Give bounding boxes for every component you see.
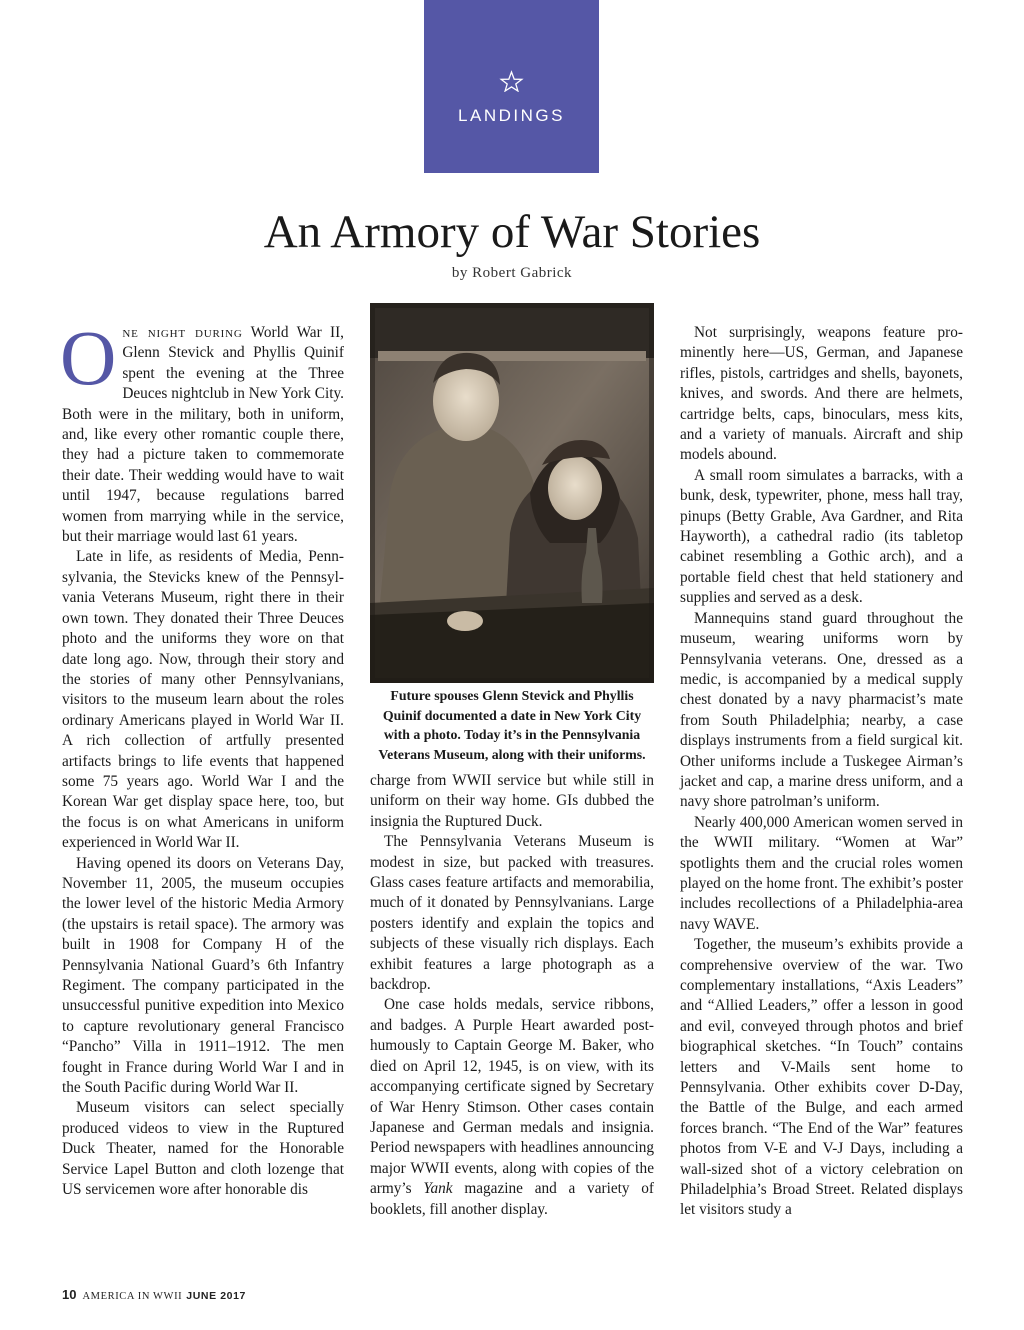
- page-number: 10: [62, 1287, 77, 1302]
- drop-cap: O: [60, 314, 117, 401]
- paragraph: charge from WWII service but while still in uniform on their way home. GIs dubbed the insignia the Ruptured Duck.: [370, 772, 654, 830]
- body-column-right: [680, 323, 963, 1221]
- page-footer: [62, 1287, 246, 1302]
- body-column-middle: [370, 771, 654, 1220]
- body-column-left: [60, 314, 344, 1200]
- photo-caption: Future spouses Glenn Stevick and Phyllis Quinif documented a date in New York City with a photo. Today it’s in the Pennsylvania Veterans Museum, along with their uniforms.: [378, 688, 646, 762]
- paragraph: Mannequins stand guard throughout the museum, wearing uniforms worn by Pennsylvania veterans. One, dressed as a medic, is accompanied by a medical supply chest donated by a navy pharmacist’s mate from South Philadelphia; nearby, a case displays instruments from a field surgical kit. Other uniforms include a Tuskegee Airman’s jacket and cap, a marine dress uniform, and a navy shore patrolman’s uniform.: [680, 609, 963, 811]
- issue-date: JUNE 2017: [186, 1290, 246, 1302]
- paragraph: A small room simulates a barracks, with a bunk, desk, typewriter, phone, mess hall tray, pinups (Betty Grable, Ava Gardner, and Rita Hayworth), a cathedral radio (its tabletop cabinet resembling a Gothic arch), and a portable field chest that held stationery and supplies and served as a desk.: [680, 466, 963, 607]
- section-label: LANDINGS: [458, 106, 565, 125]
- paragraph: Together, the museum’s exhibits provide a comprehensive overview of the war. Two complementary installations, “Axis Leaders” and “Allied Leaders,” offer a lesson in good and evil, conveyed through photos and brief biographical sketches. “In Touch” contains letters and V-Mails sent home to Pennsylvania. Other exhibits cover D-Day, the Battle of the Bulge, and each armed forces branch. “The End of the War” features photos from V-E and V-J Days, including a wall-sized shot of a victory celebration on Philadelphia’s Broad Street. Related displays let visitors study a: [680, 936, 963, 1219]
- byline: by Robert Gabrick: [451, 265, 573, 281]
- paragraph: Having opened its doors on Veterans Day, November 11, 2005, the museum occupies the lower level of the historic Media Armory (the upstairs is retail space). The armory was built in 1908 for Company H of the Pennsylvania National Guard’s 6th Infantry Regiment. The company participated in the unsuccessful punitive expedition into Mexico to capture revolutionary general Francisco “Pancho” Villa in 1911–1912. The men fought in France during World War I and in the South Pacific during World War II.: [62, 854, 344, 1097]
- paragraph: The Pennsylvania Veterans Museum is modest in size, but packed with treasures. Glass cases feature artifacts and memorabilia, much of it donated by Pennsylvanians. Large posters identify and explain the topics and subjects of these visually rich displays. Each exhibit features a large photograph as a backdrop.: [370, 833, 654, 994]
- paragraph: One case holds medals, service ribbons, and badges. A Purple Heart awarded posthumously to Captain George M. Baker, who died on April 12, 1945, is on view, with its accompanying certificate signed by Secretary of War Henry Stimson. Other cases contain Japanese and German medals and insignia. Period newspapers with headlines announcing major WWII events, along with copies of the army’s Yank magazine and a variety of booklets, fill another display.: [370, 996, 654, 1218]
- paragraph: Nearly 400,000 American women served in the WWII military. “Women at War” spotlights them and the crucial roles women played on the home front. The exhibit’s poster includes recollections of a Philadelphia-area navy WAVE.: [680, 813, 963, 933]
- paragraph: Not surprisingly, weapons feature prominently here—US, German, and Japanese rifles, pistols, cartridges and shells, bayonets, knives, and swords. And there are helmets, cartridge belts, caps, binoculars, mess kits, and a variety of manuals. Aircraft and ship models abound.: [680, 324, 963, 464]
- star-icon: [424, 70, 599, 92]
- article-title: An Armory of War Stories: [263, 206, 761, 258]
- section-banner: [424, 0, 599, 173]
- magazine-name: AMERICA IN WWII: [82, 1291, 183, 1302]
- couple-photo: [370, 303, 654, 683]
- paragraph: Museum visitors can select specially produced videos to view in the Ruptured Duck Theater, named for the Honorable Service Lapel Button and cloth lozenge that US servicemen wore after honorable dis: [62, 1099, 344, 1199]
- paragraph: Late in life, as residents of Media, Pennsylvania, the Stevicks knew of the Pennsylvania Veterans Museum, right there in their own town. They donated their Three Deuces photo and the uniforms they wore on that date long ago. Now, through their story and the stories of many other Pennsylvanians, visitors to the museum learn about the roles ordinary Americans played in World War II. A rich collection of artfully presented artifacts brings to life events that happened some 75 years ago. World War I and the Korean War get display space here, too, but the focus is on what Americans in uniform experienced in World War II.: [62, 548, 344, 852]
- paragraph: One night during World War II, Glenn Stevick and Phyllis Quinif spent the evening at the Three Deuces nightclub in New York City. Both were in the military, both in uniform, and, like every other romantic couple there, they had a picture taken to commemorate their date. Their wedding would have to wait until 1947, because regulations barred women from marrying while in the service, but their marriage would last 61 years.: [60, 314, 344, 546]
- magazine-title: Yank: [423, 1180, 453, 1198]
- lead-in: ne night during: [122, 324, 243, 341]
